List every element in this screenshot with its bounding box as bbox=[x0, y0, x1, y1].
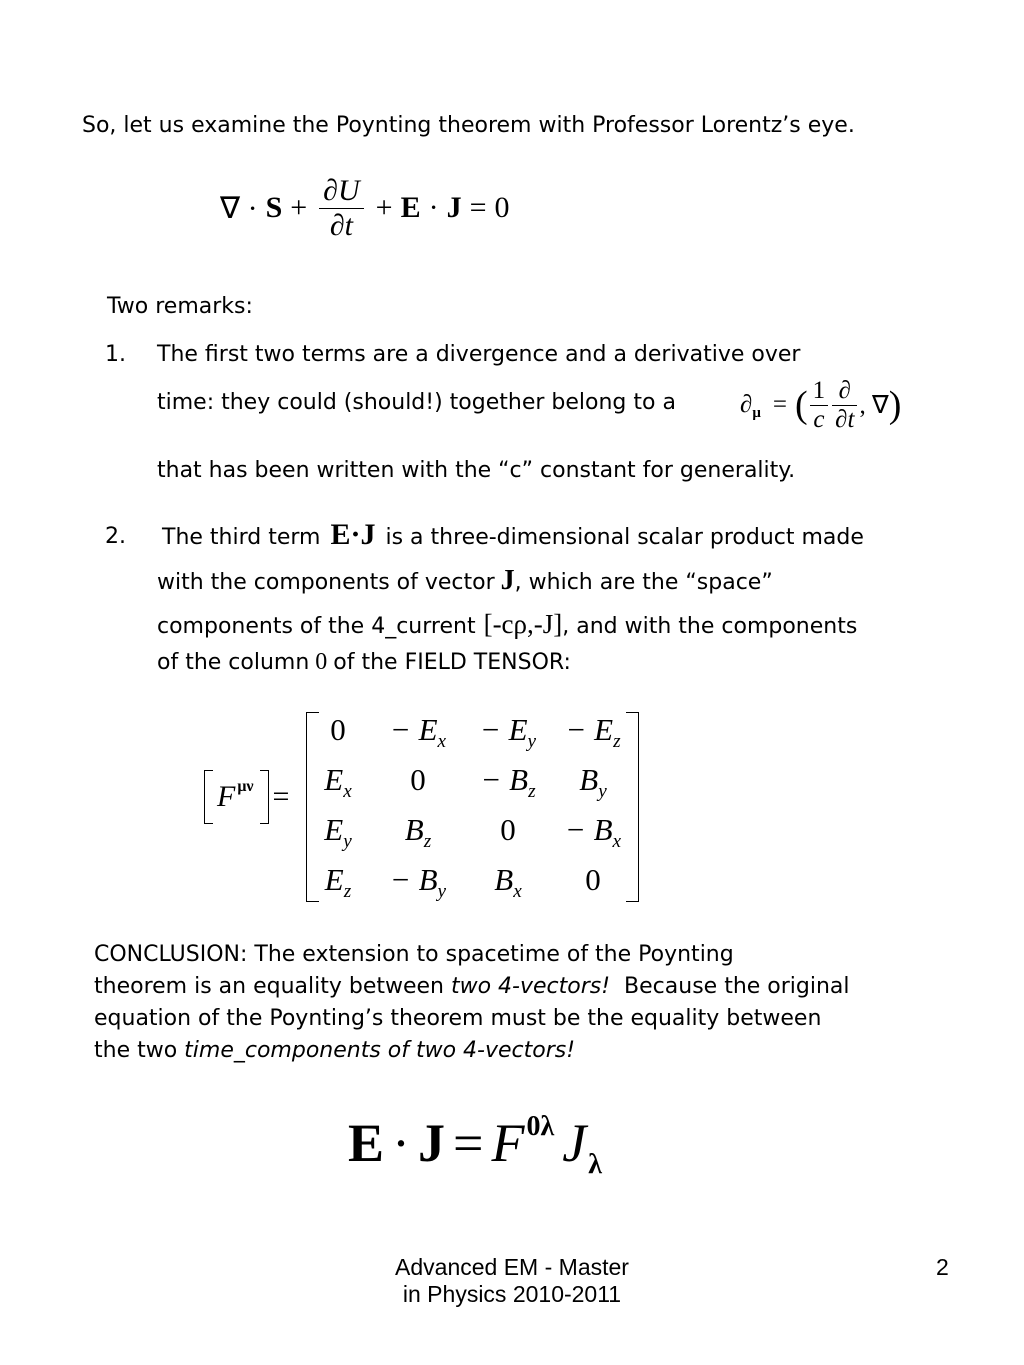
tensor-indices: μν bbox=[237, 778, 254, 795]
matrix-cell bbox=[468, 762, 548, 803]
matrix-entry: B bbox=[579, 762, 599, 797]
conclusion-line2 bbox=[94, 974, 850, 999]
conclusion-line4-pre: the two bbox=[94, 1038, 185, 1063]
matrix-subscript: y bbox=[437, 881, 447, 903]
conclusion-line1: CONCLUSION: The extension to spacetime of the Poynting bbox=[94, 942, 734, 967]
conclusion-line2-post: Because the original bbox=[610, 974, 850, 999]
matrix-entry: 0 bbox=[585, 862, 601, 897]
intro-text: So, let us examine the Poynting theorem with Professor Lorentz’s eye. bbox=[82, 113, 855, 138]
nabla-dot: ∇ · bbox=[220, 191, 258, 225]
matrix-cell bbox=[468, 712, 548, 753]
partial-symbol: ∂ bbox=[740, 391, 753, 418]
nabla-component: , ∇ bbox=[859, 392, 889, 419]
remark1-line1: The first two terms are a divergence and a derivative over bbox=[157, 342, 801, 367]
dot-operator: · bbox=[428, 191, 439, 224]
tensor-F: F bbox=[491, 1113, 525, 1173]
field-tensor-matrix bbox=[298, 712, 638, 902]
mu-index: μ bbox=[752, 404, 761, 421]
remark2-line4-pre: of the column bbox=[157, 650, 310, 675]
current-J: J bbox=[562, 1113, 587, 1173]
fraction-numerator: ∂U bbox=[323, 173, 360, 207]
four-current: [-cρ,-J] bbox=[483, 609, 563, 639]
plus-sign: + bbox=[375, 191, 393, 224]
inverse-c-fraction bbox=[810, 377, 829, 434]
remark2-line1-post: is a three-dimensional scalar product made bbox=[385, 525, 864, 550]
remarks-heading: Two remarks: bbox=[107, 294, 253, 319]
matrix-cell bbox=[298, 712, 378, 748]
remark2-line4 bbox=[157, 649, 571, 676]
matrix-subscript: y bbox=[527, 731, 537, 753]
remark1-line3: that has been written with the “c” constant for generality. bbox=[157, 458, 796, 483]
matrix-subscript: x bbox=[437, 731, 447, 753]
footer-course bbox=[352, 1254, 672, 1308]
matrix-cell bbox=[553, 862, 633, 898]
plus-sign: + bbox=[290, 191, 308, 224]
matrix-subscript: y bbox=[598, 781, 607, 803]
remark2-line1 bbox=[162, 518, 864, 552]
fraction-denominator: c bbox=[810, 405, 829, 434]
matrix-cell bbox=[378, 812, 458, 853]
conclusion-line3: equation of the Poynting’s theorem must be the equality between bbox=[94, 1006, 822, 1031]
equals-sign: = bbox=[772, 391, 787, 418]
remark2-line2 bbox=[157, 565, 773, 597]
remark2-line4-post: of the FIELD TENSOR: bbox=[333, 650, 571, 675]
fraction-numerator: ∂ bbox=[838, 376, 851, 404]
matrix-entry: B bbox=[404, 812, 424, 847]
matrix-entry: − E bbox=[389, 712, 438, 747]
equals-sign: = bbox=[453, 1113, 484, 1173]
matrix-cell bbox=[298, 762, 378, 803]
matrix-subscript: x bbox=[612, 831, 622, 853]
remark2-line3-pre: components of the 4_current bbox=[157, 614, 476, 639]
right-bracket bbox=[260, 770, 269, 824]
matrix-subscript: x bbox=[343, 781, 352, 803]
conclusion-line4 bbox=[94, 1038, 575, 1063]
fraction-denominator: ∂t bbox=[832, 405, 857, 434]
matrix-cell bbox=[468, 812, 548, 848]
remark2-line1-pre: The third term bbox=[162, 525, 321, 550]
matrix-subscript: z bbox=[423, 831, 432, 853]
poynting-vector-S: S bbox=[265, 191, 283, 224]
scalar-product-EJ: E·J bbox=[330, 518, 376, 551]
matrix-cell bbox=[378, 712, 458, 753]
electric-field-E: E bbox=[400, 191, 421, 224]
matrix-subscript: y bbox=[343, 831, 352, 853]
current-density-J: J bbox=[418, 1113, 446, 1173]
matrix-entry: 0 bbox=[410, 762, 426, 797]
matrix-cell bbox=[553, 712, 633, 753]
electric-field-E: E bbox=[348, 1113, 385, 1173]
matrix-entry: B bbox=[494, 862, 514, 897]
page-number: 2 bbox=[936, 1254, 949, 1280]
remark2-number: 2. bbox=[105, 524, 126, 549]
matrix-entry: − E bbox=[479, 712, 528, 747]
matrix-entry: E bbox=[324, 862, 344, 897]
matrix-cell bbox=[298, 812, 378, 853]
lambda-subscript: λ bbox=[588, 1149, 602, 1180]
matrix-subscript: z bbox=[613, 731, 621, 753]
matrix-entry: − B bbox=[564, 812, 613, 847]
remark2-line2-pre: with the components of vector bbox=[157, 570, 495, 595]
current-density-J: J bbox=[446, 191, 462, 224]
matrix-cell bbox=[553, 812, 633, 853]
fraction-denominator: ∂t bbox=[319, 208, 364, 243]
remark2-line2-post: , which are the “space” bbox=[514, 570, 773, 595]
matrix-entry: E bbox=[324, 762, 344, 797]
dot-operator: · bbox=[392, 1113, 411, 1173]
matrix-entry: 0 bbox=[500, 812, 516, 847]
fraction-numerator: 1 bbox=[812, 376, 826, 404]
matrix-entry: − E bbox=[565, 712, 614, 747]
remark2-line3-post: , and with the components bbox=[562, 614, 858, 639]
equals-sign: = bbox=[272, 780, 290, 813]
matrix-cell bbox=[378, 862, 458, 903]
zero-value: 0 bbox=[494, 191, 510, 224]
matrix-cell bbox=[553, 762, 633, 803]
remark1-number: 1. bbox=[105, 342, 126, 367]
final-equation bbox=[348, 1111, 602, 1180]
tensor-superscript: 0λ bbox=[526, 1111, 555, 1142]
right-paren: ) bbox=[888, 384, 902, 426]
field-tensor-label bbox=[204, 770, 289, 824]
left-bracket bbox=[204, 770, 213, 824]
conclusion-line2-pre: theorem is an equality between bbox=[94, 974, 451, 999]
remark2-line3 bbox=[157, 609, 857, 640]
matrix-subscript: z bbox=[343, 881, 352, 903]
equals-sign: = bbox=[469, 191, 487, 224]
poynting-equation bbox=[220, 168, 510, 248]
footer-line2: in Physics 2010-2011 bbox=[402, 1281, 622, 1307]
conclusion-emphasis-4vectors: two 4-vectors! bbox=[450, 974, 611, 999]
matrix-entry: 0 bbox=[330, 712, 346, 747]
vector-J: J bbox=[500, 565, 515, 596]
energy-time-derivative bbox=[319, 174, 364, 243]
matrix-subscript: z bbox=[528, 781, 536, 803]
matrix-entry: − B bbox=[480, 762, 529, 797]
matrix-cell bbox=[378, 762, 458, 798]
matrix-entry: − B bbox=[389, 862, 438, 897]
matrix-entry: E bbox=[324, 812, 344, 847]
tensor-F: F bbox=[217, 780, 236, 813]
four-gradient-formula bbox=[740, 370, 901, 440]
left-paren: ( bbox=[794, 384, 808, 426]
matrix-cell bbox=[468, 862, 548, 903]
conclusion-emphasis-time-components: time_components of two 4-vectors! bbox=[184, 1038, 576, 1063]
matrix-cell bbox=[298, 862, 378, 903]
remark1-line2: time: they could (should!) together belong to a bbox=[157, 390, 676, 415]
column-zero: 0 bbox=[315, 649, 328, 675]
matrix-subscript: x bbox=[513, 881, 522, 903]
footer-line1: Advanced EM - Master bbox=[395, 1254, 629, 1280]
time-partial-fraction bbox=[832, 377, 857, 434]
